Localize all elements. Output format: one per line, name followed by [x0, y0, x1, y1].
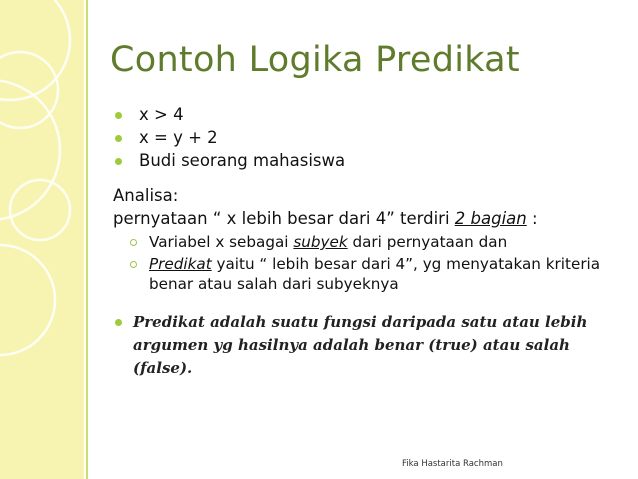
- analysis-statement: [113, 207, 623, 230]
- sub-text-end: dari pernyataan dan: [347, 233, 508, 251]
- footer-author: Fika Hastarita Rachman: [402, 459, 503, 469]
- bullet-dot-icon: [115, 319, 122, 326]
- ring-bullet-icon: [130, 239, 137, 246]
- statement-text: pernyataan “ x lebih besar dari 4” terdiri: [113, 209, 455, 228]
- bullet-dot-icon: [115, 158, 122, 165]
- ring-bullet-icon: [130, 261, 137, 268]
- bullet-dot-icon: [115, 112, 122, 119]
- statement-end: :: [526, 209, 538, 228]
- bullet-text: Budi seorang mahasiswa: [139, 151, 346, 170]
- bullet-item: [113, 126, 623, 149]
- sub-emphasis: Predikat: [149, 255, 212, 273]
- sub-text-end: yaitu “ lebih besar dari 4”, yg menyatakan kriteria benar atau salah dari subyeknya: [149, 255, 601, 293]
- definition-text: Predikat adalah suatu fungsi daripada satu atau lebih argumen yg hasilnya adalah benar (true) atau salah (false).: [133, 313, 588, 377]
- bullet-item: [113, 103, 623, 126]
- decorative-side-panel: [0, 0, 84, 479]
- sub-emphasis: subyek: [293, 233, 348, 251]
- analysis-label: Analisa:: [113, 186, 179, 205]
- bullet-text: x > 4: [139, 105, 184, 124]
- statement-underlined: 2 bagian: [454, 209, 527, 228]
- sub-text: Variabel x sebagai: [149, 233, 294, 251]
- bullet-dot-icon: [115, 135, 122, 142]
- bullet-text: x = y + 2: [139, 128, 218, 147]
- slide-title: Contoh Logika Predikat: [110, 40, 520, 80]
- bullet-item: [113, 149, 623, 172]
- sub-bullet-item: [113, 232, 623, 252]
- definition-bullet: [113, 310, 623, 379]
- circle-pattern-graphic: [0, 0, 84, 479]
- slide-content: [113, 103, 623, 379]
- vertical-divider: [86, 0, 88, 479]
- sub-bullet-item: [113, 254, 623, 294]
